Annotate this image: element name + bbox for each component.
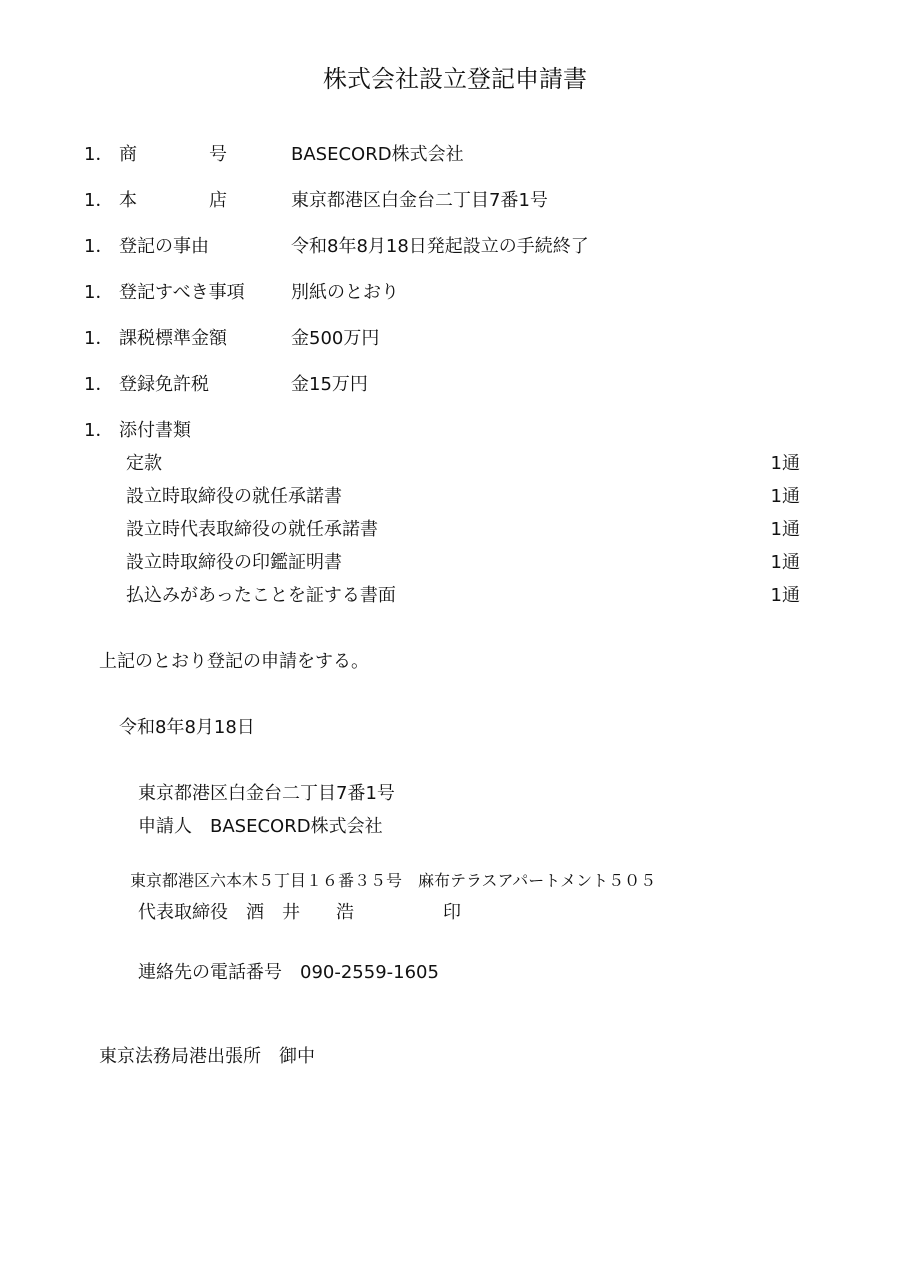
representative-name: 代表取締役 酒 井 浩 <box>138 902 354 923</box>
attachment-name: 設立時取締役の印鑑証明書 <box>126 552 342 573</box>
attachment-count: 1通 <box>770 585 800 606</box>
item-label-tax-base: 課税標準金額 <box>119 328 227 349</box>
document-title: 株式会社設立登記申請書 <box>323 65 587 93</box>
item-value-matters: 別紙のとおり <box>291 282 399 303</box>
attachment-count: 1通 <box>770 519 800 540</box>
item-number: 1． <box>84 420 114 441</box>
attachment-count: 1通 <box>770 486 800 507</box>
application-date: 令和8年8月18日 <box>119 717 255 738</box>
item-number: 1． <box>84 328 114 349</box>
application-statement: 上記のとおり登記の申請をする。 <box>99 651 369 672</box>
item-number: 1． <box>84 282 114 303</box>
attachment-name: 定款 <box>126 453 162 474</box>
addressee: 東京法務局港出張所 御中 <box>99 1046 315 1067</box>
item-value-tax-base: 金500万円 <box>291 328 380 349</box>
item-number: 1． <box>84 190 114 211</box>
attachment-count: 1通 <box>770 552 800 573</box>
representative-address: 東京都港区六本木５丁目１６番３５号 麻布テラスアパートメント５０５ <box>130 871 657 890</box>
attachment-name: 払込みがあったことを証する書面 <box>126 585 396 606</box>
contact-phone: 連絡先の電話番号 090-2559-1605 <box>138 962 439 983</box>
applicant-name: 申請人 BASECORD株式会社 <box>138 816 383 837</box>
attachment-name: 設立時取締役の就任承諾書 <box>126 486 342 507</box>
item-value-head-office: 東京都港区白金台二丁目7番1号 <box>291 190 548 211</box>
seal-mark: 印 <box>443 902 461 923</box>
attachment-name: 設立時代表取締役の就任承諾書 <box>126 519 378 540</box>
item-number: 1． <box>84 374 114 395</box>
item-label-attachments: 添付書類 <box>119 420 191 441</box>
item-number: 1． <box>84 236 114 257</box>
item-label-reason: 登記の事由 <box>119 236 209 257</box>
item-label-head-office: 本 店 <box>119 190 227 211</box>
item-label-trade-name: 商 号 <box>119 144 227 165</box>
item-number: 1． <box>84 144 114 165</box>
item-label-license-tax: 登録免許税 <box>119 374 209 395</box>
item-label-matters: 登記すべき事項 <box>119 282 245 303</box>
item-value-reason: 令和8年8月18日発起設立の手続終了 <box>291 236 589 257</box>
applicant-address: 東京都港区白金台二丁目7番1号 <box>138 783 395 804</box>
item-value-license-tax: 金15万円 <box>291 374 368 395</box>
attachment-count: 1通 <box>770 453 800 474</box>
item-value-trade-name: BASECORD株式会社 <box>291 144 464 165</box>
